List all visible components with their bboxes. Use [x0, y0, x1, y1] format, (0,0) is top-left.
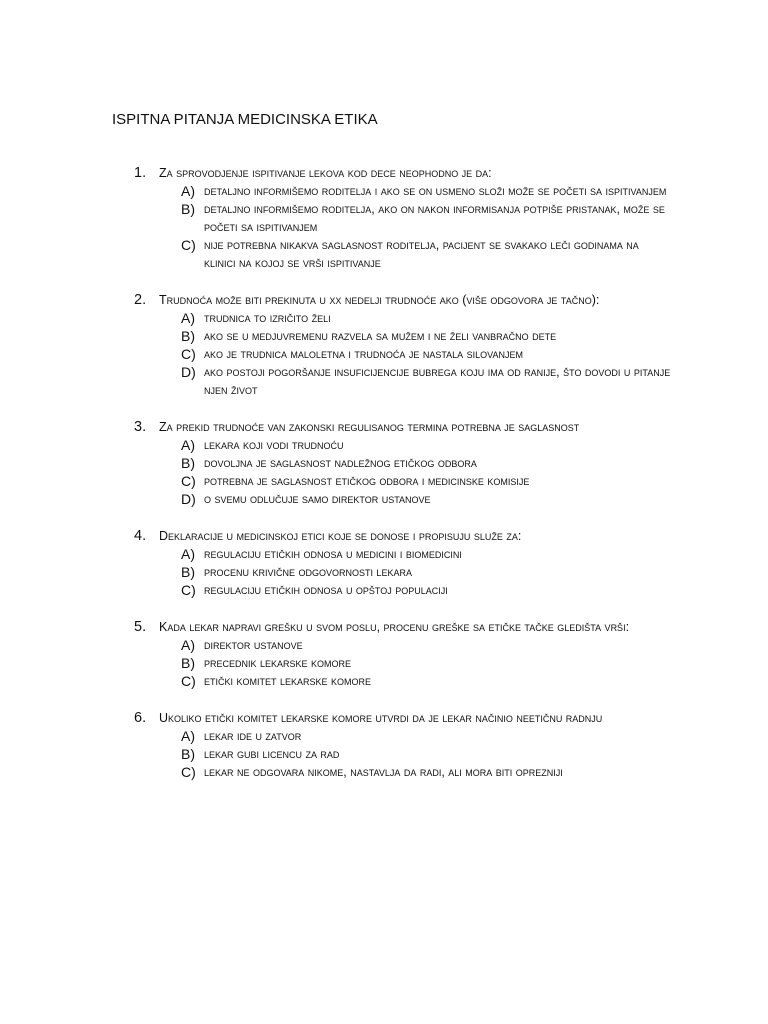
answer-letter: C) [181, 673, 196, 689]
question-4 [112, 527, 672, 599]
answer-text: lekara koji vodi trudnoću [204, 438, 344, 452]
answer-letter: C) [181, 473, 196, 489]
answer-text: ako je trudnica maloletna i trudnoća je nastala silovanjem [204, 347, 523, 361]
answer-letter: A) [181, 310, 195, 326]
answer-option [159, 490, 672, 508]
answer-text: o svemu odlučuje samo direktor ustanove [204, 492, 431, 506]
answer-letter: B) [181, 746, 195, 762]
answer-option [159, 763, 672, 781]
answer-text: procenu krivične odgovornosti lekara [204, 565, 412, 579]
answer-option [159, 454, 672, 472]
answer-letter: B) [181, 328, 195, 344]
answer-option [159, 200, 672, 236]
question-text: trudnoća može biti prekinuta u xx nedelji trudnoće ako (više odgovora je tačno): [159, 293, 600, 307]
answer-letter: C) [181, 764, 196, 780]
answer-option [159, 545, 672, 563]
answer-letter: A) [181, 728, 195, 744]
answer-letter: A) [181, 546, 195, 562]
answer-list [159, 545, 672, 599]
answer-text: lekar ide u zatvor [204, 729, 302, 743]
answer-option [159, 672, 672, 690]
answer-option [159, 472, 672, 490]
answer-text: regulaciju etičkih odnosa u medicini i biomedicini [204, 547, 462, 561]
answer-letter: C) [181, 346, 196, 362]
answer-letter: B) [181, 201, 195, 217]
answer-text: detaljno informišemo roditelja, ako on nakon informisanja potpiše pristanak, može se početi sa ispitivanjem [204, 202, 665, 234]
answer-text: lekar gubi licencu za rad [204, 747, 340, 761]
question-number: 4. [134, 528, 147, 544]
question-number: 2. [134, 292, 147, 308]
answer-letter: B) [181, 455, 195, 471]
answer-option [159, 327, 672, 345]
answer-option [159, 745, 672, 763]
answer-option [159, 636, 672, 654]
answer-option [159, 654, 672, 672]
answer-option [159, 436, 672, 454]
question-3 [112, 418, 672, 508]
answer-list [159, 309, 672, 399]
question-number: 5. [134, 619, 147, 635]
answer-option [159, 563, 672, 581]
answer-text: etički komitet lekarske komore [204, 674, 371, 688]
answer-option [159, 182, 672, 200]
question-5 [112, 618, 672, 690]
answer-option [159, 236, 672, 272]
question-text: ukoliko etički komitet lekarske komore utvrdi da je lekar načinio neetičnu radnju [159, 711, 603, 725]
answer-letter: A) [181, 183, 195, 199]
answer-option [159, 309, 672, 327]
answer-list [159, 636, 672, 690]
answer-text: ako postoji pogoršanje insuficijencije bubrega koju ima od ranije, što dovodi u pitanje njen život [204, 365, 671, 397]
answer-letter: B) [181, 655, 195, 671]
answer-list [159, 727, 672, 781]
answer-option [159, 581, 672, 599]
answer-option [159, 363, 672, 399]
answer-letter: A) [181, 637, 195, 653]
answer-letter: B) [181, 564, 195, 580]
question-list [112, 164, 672, 781]
answer-option [159, 345, 672, 363]
question-text: deklaracije u medicinskoj etici koje se donose i propisuju služe za: [159, 529, 522, 543]
answer-letter: C) [181, 582, 196, 598]
answer-text: regulaciju etičkih odnosa u opštoj populaciji [204, 583, 448, 597]
answer-text: trudnica to izričito želi [204, 311, 331, 325]
question-1 [112, 164, 672, 272]
answer-letter: D) [181, 491, 196, 507]
question-text: kada lekar napravi grešku u svom poslu, procenu greške sa etičke tačke gledišta vrši: [159, 620, 630, 634]
answer-list [159, 436, 672, 508]
answer-option [159, 727, 672, 745]
question-text: za sprovodjenje ispitivanje lekova kod dece neophodno je da: [159, 166, 492, 180]
answer-text: direktor ustanove [204, 638, 303, 652]
question-number: 6. [134, 710, 147, 726]
question-text: za prekid trudnoće van zakonski regulisanog termina potrebna je saglasnost [159, 420, 580, 434]
answer-text: precednik lekarske komore [204, 656, 351, 670]
answer-letter: C) [181, 237, 196, 253]
answer-text: ako se u medjuvremenu razvela sa mužem i ne želi vanbračno dete [204, 329, 557, 343]
question-number: 1. [134, 165, 147, 181]
answer-letter: D) [181, 364, 196, 380]
answer-letter: A) [181, 437, 195, 453]
answer-text: dovoljna je saglasnost nadležnog etičkog odbora [204, 456, 477, 470]
question-2 [112, 291, 672, 399]
question-6 [112, 709, 672, 781]
answer-list [159, 182, 672, 272]
answer-text: potrebna je saglasnost etičkog odbora i medicinske komisije [204, 474, 530, 488]
document-title: ISPITNA PITANJA MEDICINSKA ETIKA [112, 111, 378, 128]
answer-text: nije potrebna nikakva saglasnost roditelja, pacijent se svakako leči godinama na klinici na kojoj se vrši ispitivanje [204, 238, 639, 270]
answer-text: lekar ne odgovara nikome, nastavlja da radi, ali mora biti oprezniji [204, 765, 563, 779]
question-number: 3. [134, 419, 147, 435]
answer-text: detaljno informišemo roditelja i ako se on usmeno složi može se početi sa ispitivanjem [204, 184, 667, 198]
